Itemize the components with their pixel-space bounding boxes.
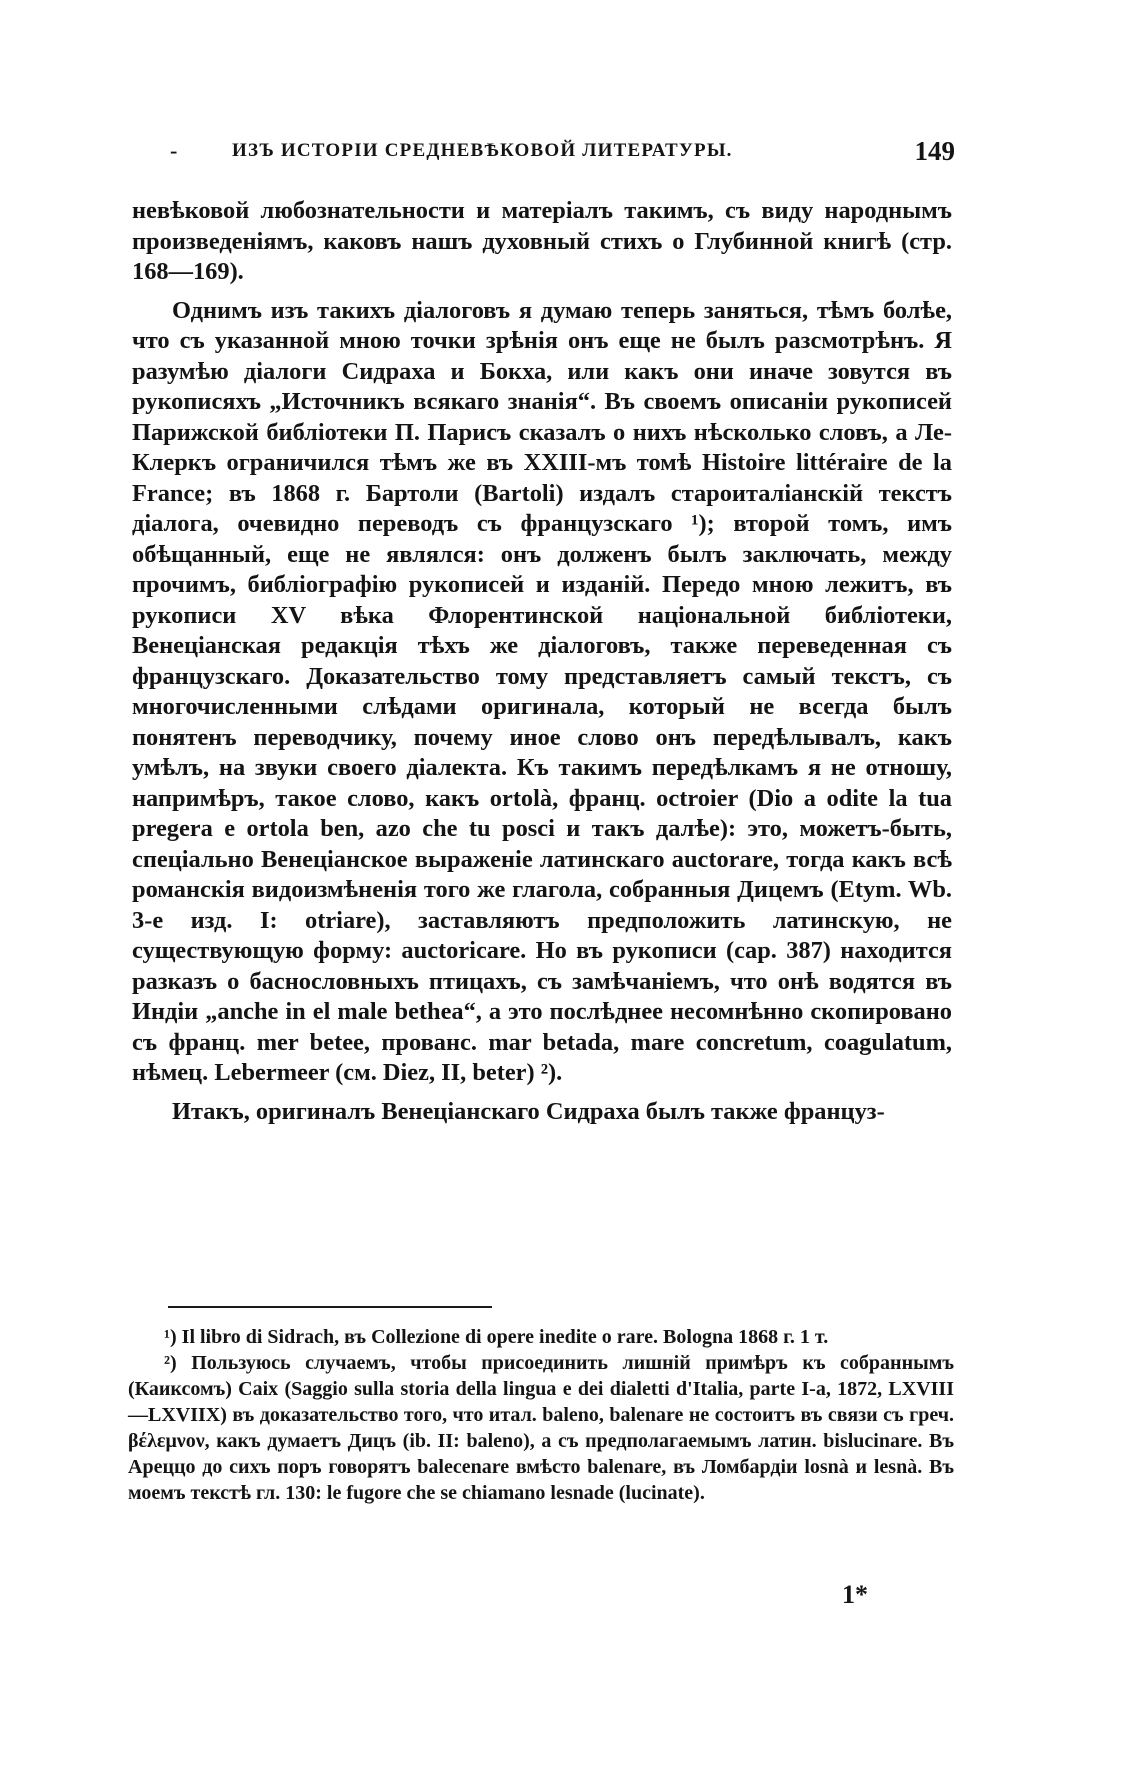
body-text bbox=[132, 196, 952, 1127]
header-dash: - bbox=[170, 138, 178, 163]
paragraph-continued: невѣковой любознательности и матеріалъ такимъ, съ виду народнымъ произведеніямъ, каковъ нашъ духовный стихъ о Глубинной книгѣ (стр. 168—169). bbox=[132, 197, 952, 285]
footnote-1 bbox=[128, 1324, 954, 1350]
footnote-1-text: Il libro di Sidrach, въ Collezione di opere inedite o rare. Bologna 1868 г. 1 т. bbox=[181, 1326, 829, 1348]
running-title: ИЗЪ ИСТОРІИ СРЕДНЕВѢКОВОЙ ЛИТЕРАТУРЫ. bbox=[232, 140, 733, 161]
footnote-divider bbox=[168, 1306, 492, 1308]
footnote-2-text: Пользуюсь случаемъ, чтобы присоединить лишній примѣръ къ собраннымъ (Каиксомъ) Caix (Saggio sulla storia della lingua e dei dialetti d'Italia, parte I-a, 1872, LXVIII—LXVIIX) въ доказательство того, что итал. baleno, balenare не состоитъ въ связи съ греч. βέλεμνον, какъ думаетъ Дицъ (ib. II: baleno), а съ предполагаемымъ латин. bislucinare. Въ Ареццо до сихъ поръ говорятъ balecenare вмѣсто balenare, въ Ломбардіи losnà и lesnà. Въ моемъ текстѣ гл. 130: le fugore che se chiamano lesnade (lucinate). bbox=[128, 1352, 955, 1504]
paragraph-final: Итакъ, оригиналъ Венеціанскаго Сидраха былъ также француз- bbox=[172, 1097, 885, 1125]
footnotes bbox=[128, 1324, 954, 1506]
paragraph-main: Однимъ изъ такихъ діалоговъ я думаю теперь заняться, тѣмъ болѣе, что съ указанной мною точки зрѣнія онъ еще не былъ разсмотрѣнъ. Я разумѣю діалоги Сидраха и Бокха, или какъ они иначе зовутся въ рукописяхъ „Источникъ всякаго знанія“. Въ своемъ описаніи рукописей Парижской библіотеки П. Парисъ сказалъ о нихъ нѣсколько словъ, а Ле-Клеркъ ограничился тѣмъ же въ XXIII-мъ томѣ Histoire littéraire de la France; въ 1868 г. Бартоли (Bartoli) издалъ староиталіанскій текстъ діалога, очевидно переводъ съ французскаго ¹); второй томъ, имъ обѣщанный, еще не являлся: онъ долженъ былъ заключать, между прочимъ, библіографію рукописей и изданій. Передо мною лежитъ, въ рукописи XV вѣка Флорентинской національной библіотеки, Венеціанская редакція тѣхъ же діалоговъ, также переведенная съ французскаго. Доказательство тому представляетъ самый текстъ, съ многочисленными слѣдами оригинала, который не всегда былъ понятенъ переводчику, почему иное слово онъ передѣлывалъ, какъ умѣлъ, на звуки своего діалекта. Къ такимъ передѣлкамъ я не отношу, напримѣръ, такое слово, какъ ortolà, франц. octroier (Dio a odite la tua pregera e ortola ben, azo che tu posci и такъ далѣе): это, можетъ-быть, спеціально Венеціанское выраженіе латинскаго auctorare, тогда какъ всѣ романскія видоизмѣненія того же глагола, собранныя Дицемъ (Etym. Wb. 3-е изд. I: otriare), заставляютъ предположить латинскую, не существующую форму: auctoricare. Но въ рукописи (cap. 387) находится разказъ о баснословныхъ птицахъ, съ замѣчаніемъ, что онѣ водятся въ Индіи „anche in el male bethea“, а это послѣднее несомнѣнно скопировано съ франц. mer betee, прованс. mar betada, mare concretum, coagulatum, нѣмец. Lebermeer (см. Diez, II, beter) ²). bbox=[132, 296, 952, 1086]
page-number: 149 bbox=[914, 136, 955, 166]
signature-mark: 1* bbox=[842, 1580, 868, 1609]
footnote-2-marker: ²) bbox=[164, 1352, 177, 1374]
footnote-1-marker: ¹) bbox=[164, 1326, 177, 1348]
page-header bbox=[160, 136, 955, 170]
footnote-2 bbox=[128, 1350, 954, 1506]
